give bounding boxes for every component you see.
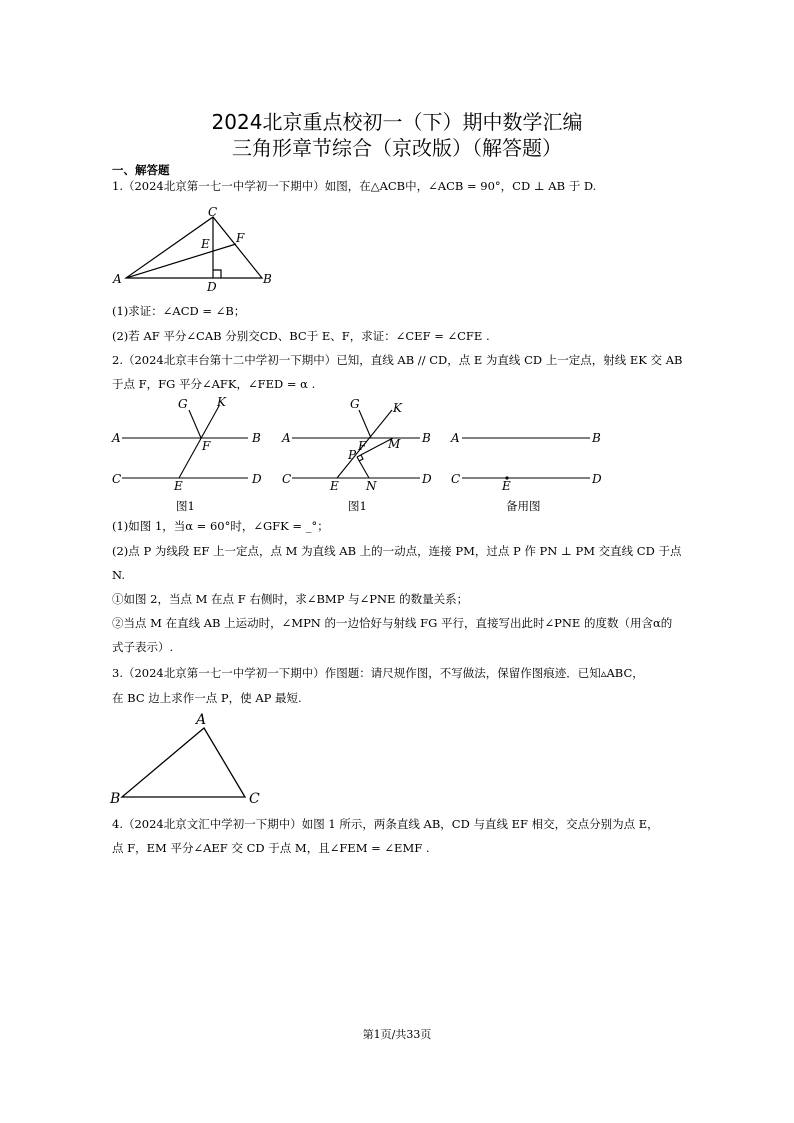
q2-sub2-line2: 式子表示）.	[112, 640, 174, 654]
q2-f2-label-b: B	[422, 431, 431, 445]
q2-f2-label-n: N	[366, 479, 377, 493]
q1-part1: (1)求证：∠ACD = ∠B；	[112, 304, 246, 318]
q2-f1-label-c: C	[112, 472, 122, 486]
q1-label-a: A	[113, 272, 122, 286]
q2-sub2-line1: ②当点 M 在直线 AB 上运动时，∠MPN 的一边恰好与射线 FG 平行，直接写出此时∠PNE 的度数（用含α的	[112, 616, 673, 630]
q2-caption-fig3: 备用图	[506, 499, 541, 513]
q4-stem-line2: 点 F，EM 平分∠AEF 交 CD 于点 M，且∠FEM = ∠EMF .	[112, 841, 430, 855]
q2-f2-label-k: K	[393, 401, 402, 415]
q2-f2-label-e: E	[330, 479, 339, 493]
q2-f1-label-b: B	[252, 431, 261, 445]
q2-f2-label-c: C	[282, 472, 292, 486]
q3-label-b: B	[110, 791, 121, 807]
q2-part2-line2: N.	[112, 568, 125, 582]
q3-triangle	[122, 728, 245, 797]
q1-label-c: C	[208, 205, 218, 219]
q2-sub1: ①如图 2，当点 M 在点 F 右侧时，求∠BMP 与∠PNE 的数量关系；	[112, 592, 469, 606]
q2-f3-label-e: E	[502, 479, 511, 493]
q2-f2-label-f: F	[358, 439, 367, 453]
q2-f1-label-e: E	[174, 479, 183, 493]
document-subtitle: 三角形章节综合（京改版）（解答题）	[232, 136, 562, 160]
q3-label-c: C	[249, 791, 260, 807]
q2-f2-label-a: A	[282, 431, 291, 445]
q2-part1: (1)如图 1，当α = 60°时，∠GFK = _°；	[112, 519, 329, 533]
q2-f2-label-m: M	[388, 437, 401, 451]
q2-stem-line1: 2.（2024北京丰台第十二中学初一下期中）已知，直线 AB // CD，点 E 为直线 CD 上一定点，射线 EK 交 AB	[112, 353, 683, 367]
q2-f2-label-d: D	[422, 472, 432, 486]
q2-f3-label-a: A	[451, 431, 460, 445]
q3-stem-line2: 在 BC 边上求作一点 P，使 AP 最短.	[112, 691, 302, 705]
q2-f1-label-f: F	[202, 439, 211, 453]
document-title: 2024北京重点校初一（下）期中数学汇编	[211, 110, 583, 134]
q2-f3-label-b: B	[592, 431, 601, 445]
q2-f2-label-p: P	[348, 448, 357, 462]
q2-f1-label-k: K	[217, 395, 226, 409]
q2-caption-fig2: 图1	[348, 499, 367, 513]
q2-part2-line1: (2)点 P 为线段 EF 上一定点，点 M 为直线 AB 上的一动点，连接 PM，过点 P 作 PN ⊥ PM 交直线 CD 于点	[112, 544, 682, 558]
q1-stem: 1.（2024北京第一七一中学初一下期中）如图，在△ACB中，∠ACB = 90°，CD ⊥ AB 于 D.	[112, 179, 597, 193]
q2-f3-label-d: D	[592, 472, 602, 486]
q2-f2-label-g: G	[350, 397, 360, 411]
q2-f1-label-g: G	[178, 397, 188, 411]
q1-label-d: D	[207, 280, 217, 294]
q1-label-b: B	[263, 272, 272, 286]
q2-f1-label-a: A	[112, 431, 121, 445]
q3-stem-line1: 3.（2024北京第一七一中学初一下期中）作图题：请尺规作图，不写做法，保留作图痕迹．已知▵ABC，	[112, 666, 644, 680]
q1-part2: (2)若 AF 平分∠CAB 分别交CD、BC于 E、F，求证：∠CEF = ∠CFE .	[112, 329, 490, 343]
q2-f1-label-d: D	[252, 472, 262, 486]
q4-stem-line1: 4.（2024北京文汇中学初一下期中）如图 1 所示，两条直线 AB，CD 与直线 EF 相交，交点分别为点 E，	[112, 817, 659, 831]
q1-label-e: E	[201, 237, 210, 251]
q3-label-a: A	[196, 712, 207, 728]
section-heading: 一、解答题	[112, 163, 170, 177]
page-footer: 第1页/共33页	[362, 1028, 432, 1041]
q2-f3-label-c: C	[451, 472, 461, 486]
q2-caption-fig1: 图1	[176, 499, 195, 513]
q1-label-f: F	[236, 231, 245, 245]
q2-stem-line2: 于点 F，FG 平分∠AFK，∠FED = α .	[112, 377, 316, 391]
